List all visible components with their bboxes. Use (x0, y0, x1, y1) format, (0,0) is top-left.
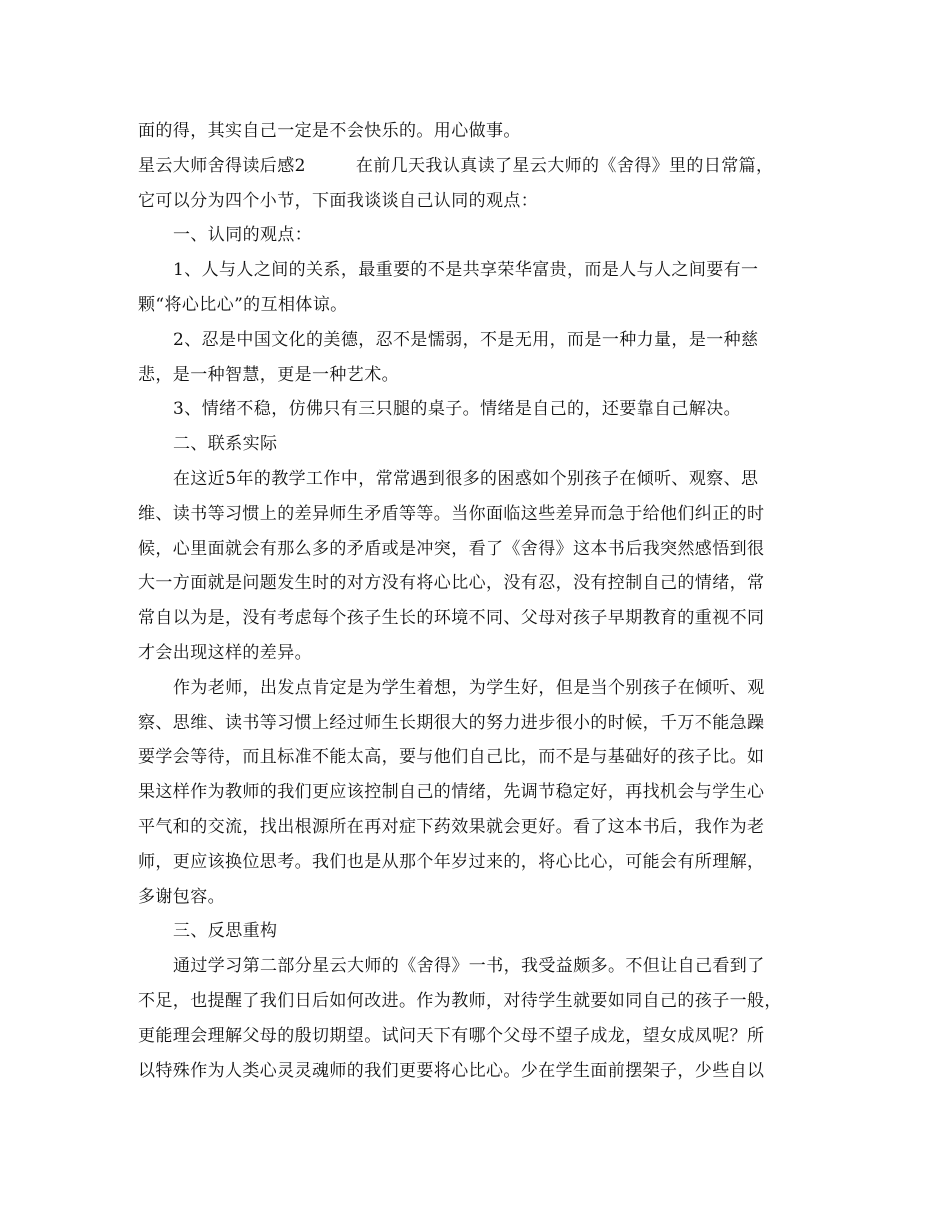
text-line: 颗“将心比心”的互相体谅。 (138, 294, 348, 315)
text-line: 2、忍是中国文化的美德，忍不是懦弱，不是无用，而是一种力量，是一种慈 (173, 329, 759, 350)
text-line: 3、情绪不稳，仿佛只有三只腿的桌子。情绪是自己的，还要靠自己解决。 (173, 399, 742, 420)
text-line: 作为老师，出发点肯定是为学生着想，为学生好，但是当个别孩子在倾听、观 (173, 677, 765, 698)
text-line: 大一方面就是问题发生时的对方没有将心比心，没有忍，没有控制自己的情绪，常 (138, 573, 765, 594)
text-line: 不足，也提醒了我们日后如何改进。作为教师，对待学生就要如同自己的孩子一般， (138, 990, 782, 1011)
text-line: 多谢包容。 (138, 886, 225, 907)
text-line: 悲，是一种智慧，更是一种艺术。 (138, 364, 399, 385)
text-line: 在这近5年的教学工作中，常常遇到很多的困惑如个别孩子在倾听、观察、思 (173, 468, 759, 489)
essay-title: 星云大师舍得读后感2 (138, 155, 306, 176)
section-heading: 二、联系实际 (173, 434, 278, 455)
text-line: 师，更应该换位思考。我们也是从那个年岁过来的，将心比心，可能会有所理解， (138, 851, 765, 872)
section-heading: 三、反思重构 (173, 921, 278, 942)
text-line: 常自以为是，没有考虑每个孩子生长的环境不同、父母对孩子早期教育的重视不同 (138, 608, 765, 629)
text-line: 以特殊作为人类心灵灵魂师的我们更要将心比心。少在学生面前摆架子，少些自以 (138, 1060, 765, 1081)
text-line: 果这样作为教师的我们更应该控制自己的情绪，先调节稳定好，再找机会与学生心 (138, 782, 765, 803)
text-line: 它可以分为四个小节，下面我谈谈自己认同的观点： (138, 190, 539, 211)
text-line: 才会出现这样的差异。 (138, 642, 312, 663)
text-line: 候，心里面就会有那么多的矛盾或是冲突，看了《舍得》这本书后我突然感悟到很 (138, 538, 765, 559)
text-line: 面的得，其实自己一定是不会快乐的。用心做事。 (138, 121, 521, 141)
text-line: 在前几天我认真读了星云大师的《舍得》里的日常篇， (355, 155, 774, 176)
essay-title-line (138, 149, 818, 184)
text-line: 通过学习第二部分星云大师的《舍得》一书，我受益颇多。不但让自己看到了 (173, 956, 765, 977)
text-line: 维、读书等习惯上的差异师生矛盾等等。当你面临这些差异而急于给他们纠正的时 (138, 503, 765, 524)
text-line: 察、思维、读书等习惯上经过师生长期很大的努力进步很小的时候，千万不能急躁 (138, 712, 765, 733)
text-line: 要学会等待，而且标准不能太高，要与他们自己比，而不是与基础好的孩子比。如 (138, 747, 765, 768)
document-body (138, 114, 818, 1088)
text-line: 更能理会理解父母的殷切期望。试问天下有哪个父母不望子成龙，望女成凤呢？所 (138, 1025, 765, 1046)
section-heading: 一、认同的观点： (173, 225, 313, 246)
text-line: 1、人与人之间的关系，最重要的不是共享荣华富贵，而是人与人之间要有一 (173, 260, 759, 281)
text-line: 平气和的交流，找出根源所在再对症下药效果就会更好。看了这本书后，我作为老 (138, 816, 765, 837)
